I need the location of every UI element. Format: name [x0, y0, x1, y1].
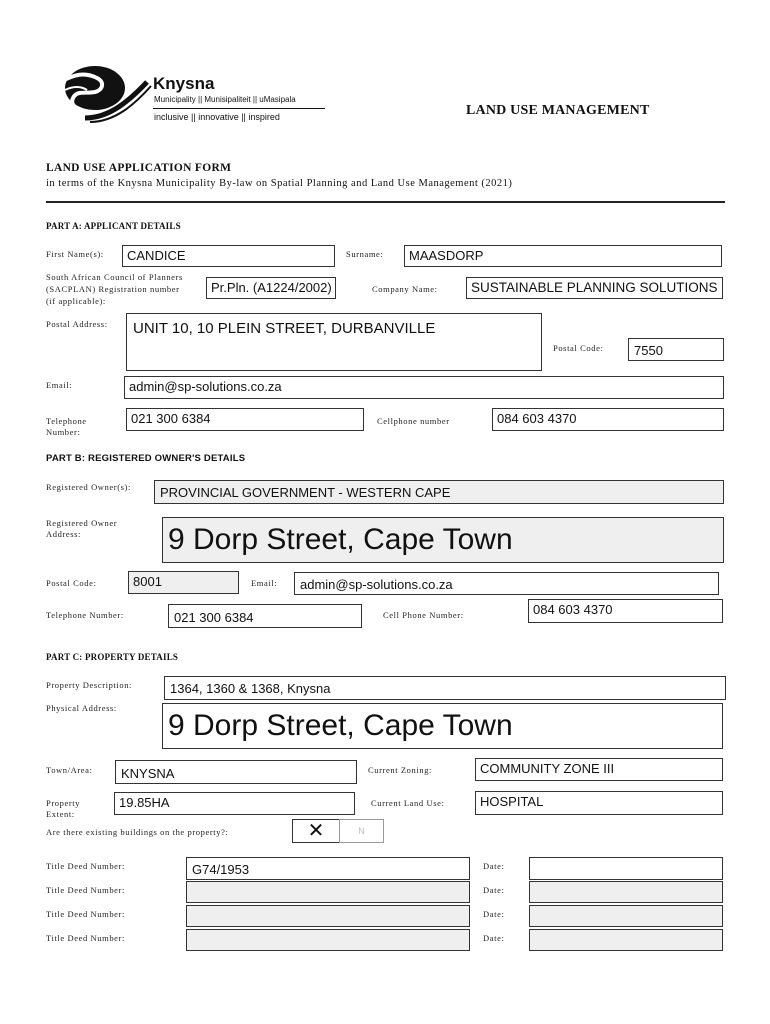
surname-field[interactable]: MAASDORP — [404, 245, 722, 267]
first-name-field[interactable]: CANDICE — [122, 245, 335, 267]
b-postal-code-field[interactable]: 8001 — [128, 571, 239, 594]
owner-address-label-2: Address: — [46, 529, 82, 539]
title-deed-label-2: Title Deed Number: — [46, 885, 125, 895]
owner-address-field[interactable]: 9 Dorp Street, Cape Town — [162, 517, 724, 563]
title-deed-date-label-2: Date: — [483, 885, 505, 895]
title-deed-date-label-4: Date: — [483, 933, 505, 943]
b-cellphone-label: Cell Phone Number: — [383, 610, 464, 620]
title-deed-date-label-1: Date: — [483, 861, 505, 871]
title-deed-date-field-2[interactable] — [529, 881, 723, 903]
no-option-label: N — [358, 826, 365, 836]
org-subtitle: Municipality || Munisipaliteit || uMasipala — [154, 95, 296, 104]
zoning-field[interactable]: COMMUNITY ZONE III — [475, 758, 723, 781]
title-deed-label-1: Title Deed Number: — [46, 861, 125, 871]
part-c-heading: PART C: PROPERTY DETAILS — [46, 652, 179, 662]
first-name-label: First Name(s): — [46, 249, 104, 259]
knysna-logo — [55, 60, 155, 130]
logo-emblem-icon — [55, 60, 155, 130]
title-deed-date-field-1[interactable] — [529, 857, 723, 880]
physical-address-field[interactable]: 9 Dorp Street, Cape Town — [162, 703, 723, 749]
email-label: Email: — [46, 380, 73, 390]
company-field[interactable]: SUSTAINABLE PLANNING SOLUTIONS — [466, 277, 723, 299]
doc-title: LAND USE MANAGEMENT — [466, 103, 650, 118]
title-deed-date-field-4[interactable] — [529, 929, 723, 951]
b-telephone-field[interactable]: 021 300 6384 — [168, 604, 362, 628]
postal-code-field[interactable]: 7550 — [628, 338, 724, 361]
telephone-label-2: Number: — [46, 427, 81, 437]
buildings-yes-checkbox[interactable] — [292, 819, 340, 843]
title-deed-field-4[interactable] — [186, 929, 470, 951]
buildings-label: Are there existing buildings on the property?: — [46, 827, 229, 837]
b-cellphone-field[interactable]: 084 603 4370 — [528, 599, 723, 623]
town-label: Town/Area: — [46, 765, 93, 775]
land-use-field[interactable]: HOSPITAL — [475, 791, 723, 815]
town-field[interactable]: KNYSNA — [115, 760, 357, 784]
sacplan-label-3: (if applicable): — [46, 296, 106, 306]
property-description-field[interactable]: 1364, 1360 & 1368, Knysna — [164, 676, 726, 700]
b-telephone-label: Telephone Number: — [46, 610, 124, 620]
sacplan-field[interactable]: Pr.Pln. (A1224/2002) — [206, 277, 336, 299]
title-deed-field-3[interactable] — [186, 905, 470, 927]
b-email-label: Email: — [251, 578, 278, 588]
email-field[interactable]: admin@sp-solutions.co.za — [124, 376, 724, 399]
org-tagline: inclusive || innovative || inspired — [154, 112, 280, 122]
company-label: Company Name: — [372, 284, 438, 294]
title-deed-field-1[interactable]: G74/1953 — [186, 857, 470, 880]
owner-label: Registered Owner(s): — [46, 482, 131, 492]
land-use-label: Current Land Use: — [371, 798, 445, 808]
form-subtitle: in terms of the Knysna Municipality By-law on Spatial Planning and Land Use Management (2021) — [46, 178, 513, 189]
part-b-heading: PART B: REGISTERED OWNER'S DETAILS — [46, 453, 246, 464]
logo-divider — [153, 108, 325, 109]
sacplan-label-2: (SACPLAN) Registration number — [46, 284, 180, 294]
buildings-no-checkbox[interactable] — [339, 819, 384, 843]
title-deed-label-3: Title Deed Number: — [46, 909, 125, 919]
physical-address-label: Physical Address: — [46, 703, 117, 713]
extent-label-1: Property — [46, 798, 81, 808]
telephone-label-1: Telephone — [46, 416, 87, 426]
b-email-field[interactable]: admin@sp-solutions.co.za — [294, 572, 719, 595]
owner-field[interactable]: PROVINCIAL GOVERNMENT - WESTERN CAPE — [154, 480, 724, 504]
b-postal-code-label: Postal Code: — [46, 578, 97, 588]
title-rule — [46, 201, 725, 203]
owner-address-label-1: Registered Owner — [46, 518, 118, 528]
postal-code-label: Postal Code: — [553, 343, 604, 353]
part-a-heading: PART A: APPLICANT DETAILS — [46, 221, 181, 231]
title-deed-field-2[interactable] — [186, 881, 470, 903]
extent-field[interactable]: 19.85HA — [114, 792, 355, 815]
postal-address-field[interactable]: UNIT 10, 10 PLEIN STREET, DURBANVILLE — [126, 313, 542, 371]
surname-label: Surname: — [346, 249, 384, 259]
org-name: Knysna — [153, 74, 215, 93]
property-description-label: Property Description: — [46, 680, 133, 690]
zoning-label: Current Zoning: — [368, 765, 433, 775]
postal-address-label: Postal Address: — [46, 319, 108, 329]
form-title: LAND USE APPLICATION FORM — [46, 162, 232, 174]
check-x-icon: ✕ — [307, 820, 325, 842]
cellphone-field[interactable]: 084 603 4370 — [492, 408, 724, 431]
title-deed-label-4: Title Deed Number: — [46, 933, 125, 943]
cellphone-label: Cellphone number — [377, 416, 450, 426]
title-deed-date-label-3: Date: — [483, 909, 505, 919]
telephone-field[interactable]: 021 300 6384 — [126, 408, 364, 431]
title-deed-date-field-3[interactable] — [529, 905, 723, 927]
sacplan-label-1: South African Council of Planners — [46, 272, 183, 282]
extent-label-2: Extent: — [46, 809, 75, 819]
